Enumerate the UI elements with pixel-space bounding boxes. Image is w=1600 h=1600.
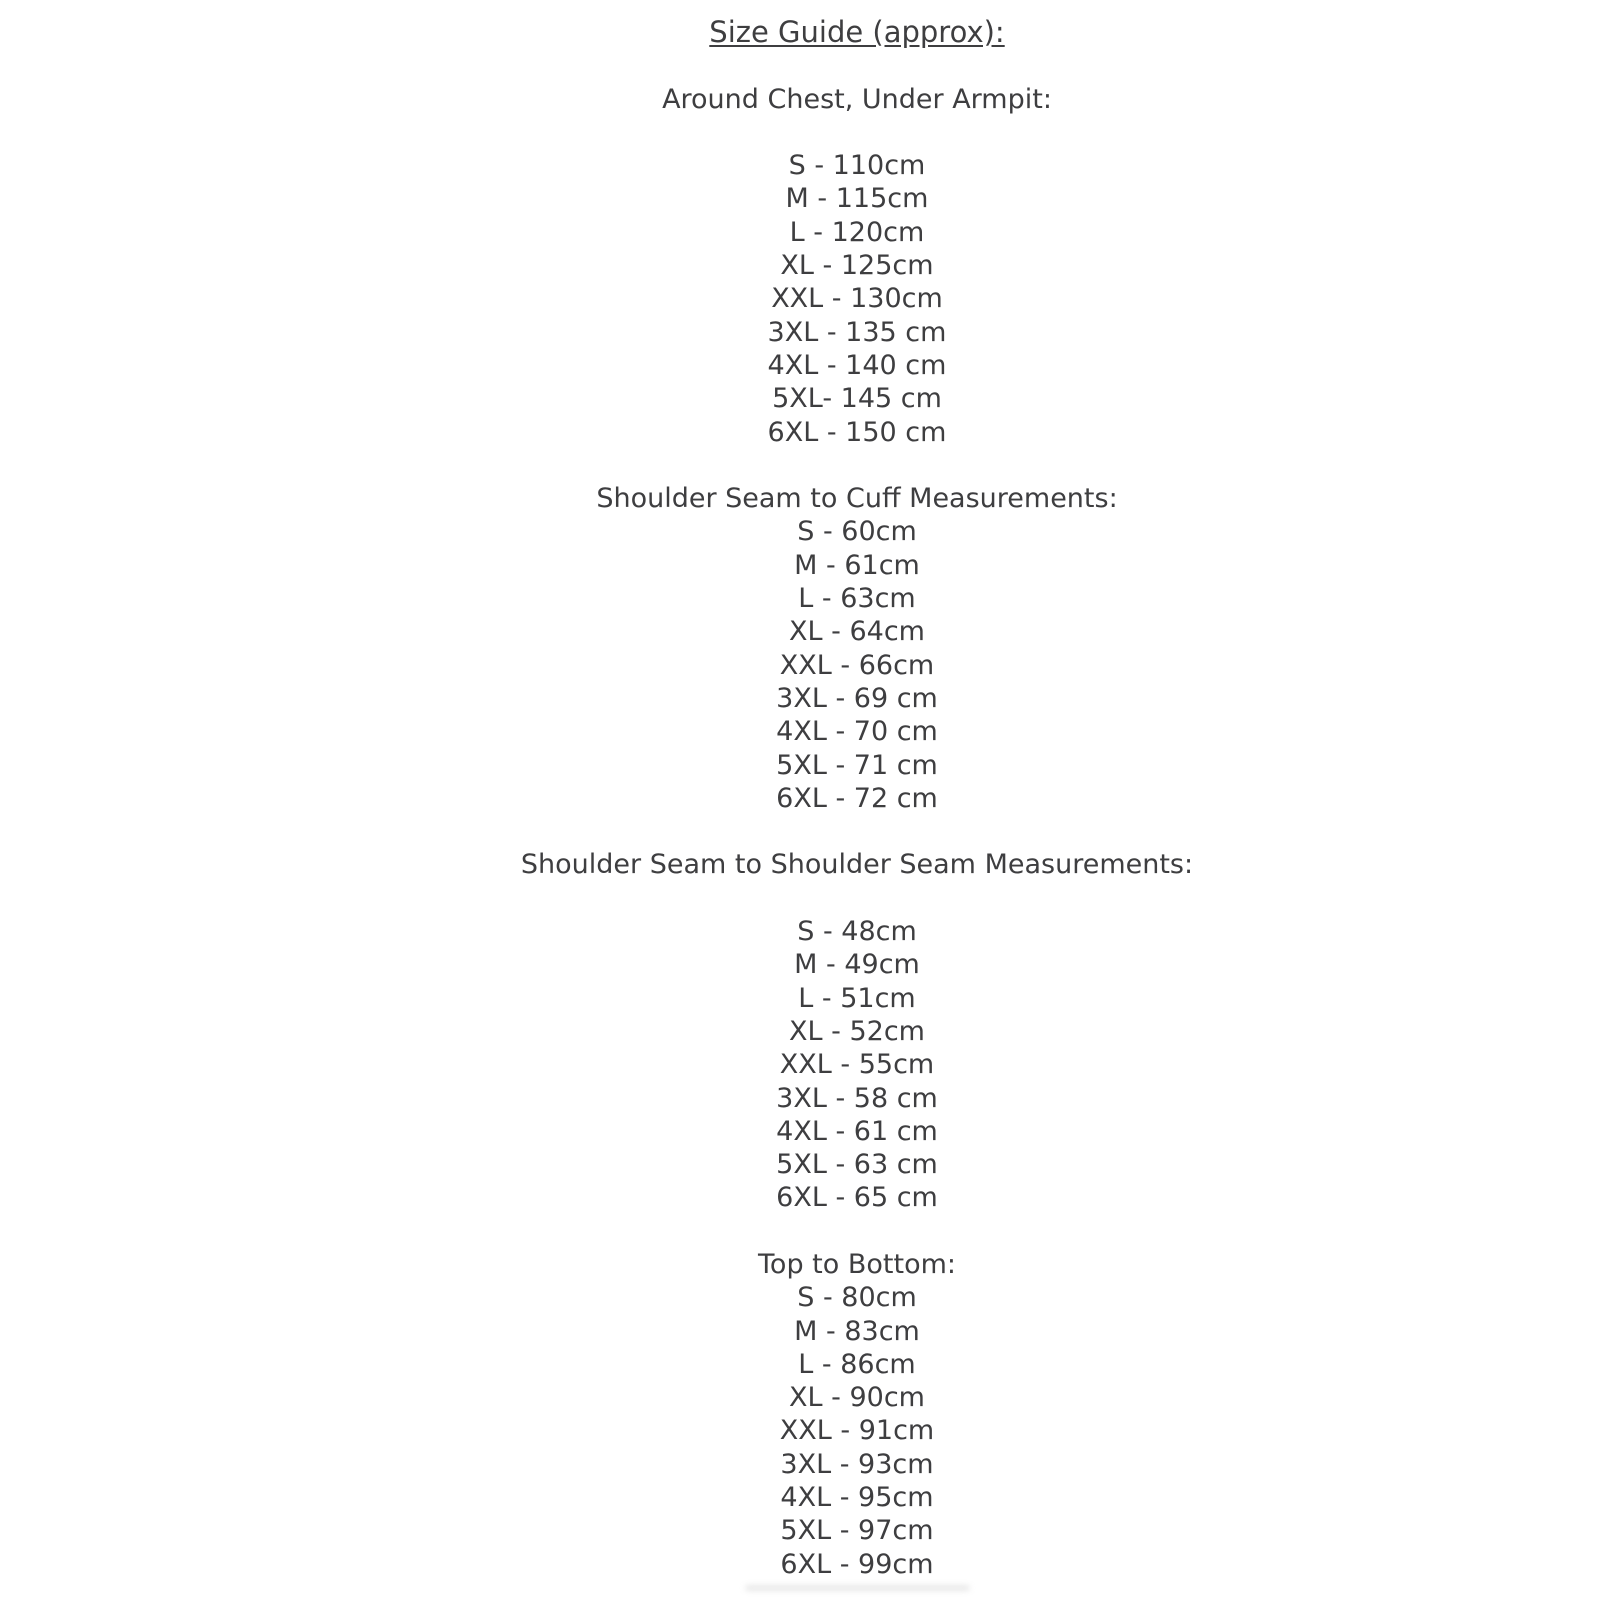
size-row: 3XL - 93cm bbox=[780, 1448, 934, 1480]
size-row: 3XL - 69 cm bbox=[776, 682, 938, 714]
cutoff-text-smudge bbox=[745, 1585, 970, 1591]
size-row: XXL - 130cm bbox=[771, 283, 943, 315]
size-section bbox=[57, 1248, 1600, 1581]
sections bbox=[57, 83, 1600, 1581]
size-row: 3XL - 135 cm bbox=[767, 316, 947, 348]
size-row: 4XL - 61 cm bbox=[776, 1115, 938, 1147]
size-row: 5XL- 145 cm bbox=[772, 383, 942, 415]
size-row: 5XL - 63 cm bbox=[776, 1149, 938, 1181]
size-section bbox=[57, 83, 1600, 449]
size-row: XL - 90cm bbox=[789, 1382, 925, 1414]
size-row: S - 48cm bbox=[797, 916, 917, 948]
size-row: M - 83cm bbox=[794, 1315, 920, 1347]
size-row: 6XL - 72 cm bbox=[776, 782, 938, 814]
size-row: 5XL - 71 cm bbox=[776, 749, 938, 781]
size-row: 6XL - 150 cm bbox=[767, 416, 947, 448]
size-row: 6XL - 65 cm bbox=[776, 1182, 938, 1214]
size-row: 4XL - 95cm bbox=[780, 1482, 934, 1514]
size-row: XXL - 55cm bbox=[779, 1049, 935, 1081]
size-row: M - 61cm bbox=[794, 549, 920, 581]
size-row: 6XL - 99cm bbox=[780, 1548, 934, 1580]
size-row: 4XL - 140 cm bbox=[767, 349, 947, 381]
size-row: XXL - 91cm bbox=[779, 1415, 935, 1447]
size-row: XL - 52cm bbox=[789, 1015, 925, 1047]
section-heading: Shoulder Seam to Shoulder Seam Measurements: bbox=[520, 849, 1194, 881]
size-row: XL - 64cm bbox=[789, 616, 925, 648]
size-row: L - 120cm bbox=[789, 216, 925, 248]
size-row: 5XL - 97cm bbox=[780, 1515, 934, 1547]
size-row: S - 110cm bbox=[788, 150, 926, 182]
size-row: M - 115cm bbox=[785, 183, 929, 215]
section-heading: Around Chest, Under Armpit: bbox=[662, 83, 1052, 115]
size-section bbox=[57, 848, 1600, 1214]
size-row: L - 86cm bbox=[798, 1348, 916, 1380]
size-row: XXL - 66cm bbox=[779, 649, 935, 681]
size-row: L - 51cm bbox=[798, 982, 916, 1014]
size-row: S - 80cm bbox=[797, 1282, 917, 1314]
size-row: 3XL - 58 cm bbox=[776, 1082, 938, 1114]
size-row: M - 49cm bbox=[794, 949, 920, 981]
size-row: S - 60cm bbox=[797, 516, 917, 548]
size-guide-document bbox=[57, 16, 1600, 1591]
size-row: XL - 125cm bbox=[780, 250, 934, 282]
section-heading: Shoulder Seam to Cuff Measurements: bbox=[596, 483, 1118, 515]
section-heading: Top to Bottom: bbox=[758, 1248, 956, 1280]
size-row: 4XL - 70 cm bbox=[776, 716, 938, 748]
size-row: L - 63cm bbox=[798, 583, 916, 615]
page-title: Size Guide (approx): bbox=[709, 15, 1005, 49]
size-section bbox=[57, 482, 1600, 815]
